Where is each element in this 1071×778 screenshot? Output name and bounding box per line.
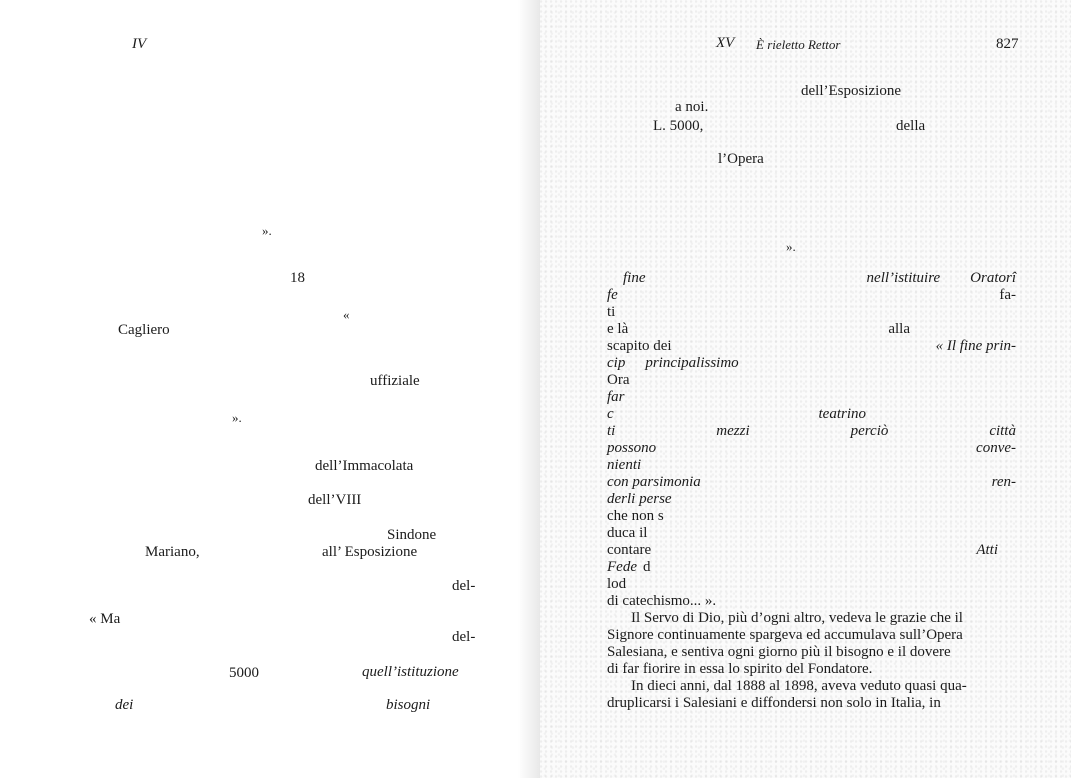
text-fragment: Fede [607, 559, 637, 575]
left-fragment: dell’Immacolata [315, 458, 414, 474]
text-fragment: Atti [976, 542, 998, 558]
text-fragment: Ora [607, 372, 630, 388]
text-line [607, 270, 1016, 287]
left-fragment: del- [452, 578, 476, 594]
text-fragment: mezzi [716, 423, 750, 439]
body-text [607, 270, 1016, 712]
left-page [0, 0, 530, 778]
text-line [607, 423, 1016, 440]
left-fragment: « Ma [89, 611, 121, 627]
text-line [607, 287, 1016, 304]
chapter-number: XV [716, 35, 735, 51]
text-fragment: ti [607, 423, 616, 439]
text-fragment: fine [623, 270, 646, 286]
paragraph-text: Il Servo di Dio, più d’ogni altro, vedeva le grazie che il [631, 610, 963, 626]
left-fragment: « [343, 307, 350, 322]
left-fragment: ». [262, 223, 272, 238]
paragraph-text: Salesiana, e sentiva ogni giorno più il bisogno e il dovere [607, 644, 951, 660]
text-line [607, 338, 1016, 355]
text-fragment: nienti [607, 457, 642, 473]
text-line [607, 355, 1016, 372]
left-page-header: IV [132, 36, 147, 52]
text-fragment: Oratorî [970, 270, 1016, 286]
text-fragment: principalissimo [645, 355, 739, 371]
left-fragment: 5000 [229, 665, 259, 681]
text-line [607, 440, 1016, 457]
text-line [607, 304, 1016, 321]
text-fragment: lod [607, 576, 627, 592]
right-fragment: ». [786, 239, 796, 254]
text-line [607, 542, 1016, 559]
left-fragment: quell’istituzione [362, 664, 459, 680]
text-fragment: far [607, 389, 625, 405]
right-fragment: dell’Esposizione [801, 83, 901, 99]
left-fragment: Sindone [387, 527, 437, 543]
text-line [607, 372, 1016, 389]
text-fragment: con parsimonia [607, 474, 701, 490]
text-line [607, 321, 1016, 338]
text-fragment: c [607, 406, 614, 422]
right-fragment: a noi. [675, 99, 709, 115]
text-line [607, 508, 1016, 525]
text-fragment: ti [607, 304, 616, 320]
text-fragment: alla [888, 321, 910, 337]
left-fragment: all’ Esposizione [322, 544, 418, 560]
text-fragment: che non s [607, 508, 664, 524]
text-line [607, 474, 1016, 491]
text-fragment: conve- [976, 440, 1016, 456]
text-line [607, 406, 1016, 423]
text-fragment: e là [607, 321, 629, 337]
text-fragment: ren- [991, 474, 1016, 490]
text-fragment: contare [607, 542, 652, 558]
left-fragment: ». [232, 410, 242, 425]
text-fragment: fa- [999, 287, 1016, 303]
text-line [607, 593, 1016, 610]
text-line [607, 559, 1016, 576]
text-line [607, 491, 1016, 508]
text-fragment: derli perse [607, 491, 672, 507]
paragraph-text: In dieci anni, dal 1888 al 1898, aveva veduto quasi qua- [631, 678, 967, 694]
left-fragment: dell’VIII [308, 492, 362, 508]
text-line [607, 678, 1016, 695]
text-line [607, 525, 1016, 542]
paragraph-text: druplicarsi i Salesiani e diffondersi non solo in Italia, in [607, 695, 941, 711]
text-fragment: cip [607, 355, 626, 371]
text-fragment: scapito dei [607, 338, 672, 354]
left-fragment: Mariano, [145, 544, 200, 560]
text-line [607, 610, 1016, 627]
left-fragment: Cagliero [118, 322, 170, 338]
paragraph-text: Signore continuamente spargeva ed accumulava sull’Opera [607, 627, 963, 643]
right-fragment: della [896, 118, 926, 134]
text-line [607, 389, 1016, 406]
running-title: È rieletto Rettor [756, 37, 841, 52]
text-line [607, 661, 1016, 678]
paragraph-text: di far fiorire in essa lo spirito del Fondatore. [607, 661, 873, 677]
text-fragment: fe [607, 287, 618, 303]
text-fragment: duca il [607, 525, 648, 541]
text-fragment: di catechismo... ». [607, 593, 717, 609]
text-fragment: nell’istituire [866, 270, 941, 286]
left-fragment: bisogni [386, 697, 431, 713]
text-fragment: d [642, 559, 651, 575]
text-line [607, 576, 1016, 593]
text-line [607, 457, 1016, 474]
text-line [607, 627, 1016, 644]
page-number: 827 [996, 36, 1019, 52]
text-line [607, 644, 1016, 661]
left-fragment: 18 [290, 270, 305, 286]
left-fragment: del- [452, 629, 476, 645]
left-fragment: dei [115, 697, 134, 713]
right-fragment: L. 5000, [653, 118, 704, 134]
text-fragment: città [989, 423, 1016, 439]
right-fragment: l’Opera [718, 151, 764, 167]
text-line [607, 695, 1016, 712]
text-fragment: teatrino [818, 406, 866, 422]
left-fragment: uffiziale [370, 373, 420, 389]
text-fragment: « Il fine prin- [935, 338, 1016, 354]
text-fragment: perciò [850, 423, 889, 439]
text-fragment: possono [607, 440, 657, 456]
